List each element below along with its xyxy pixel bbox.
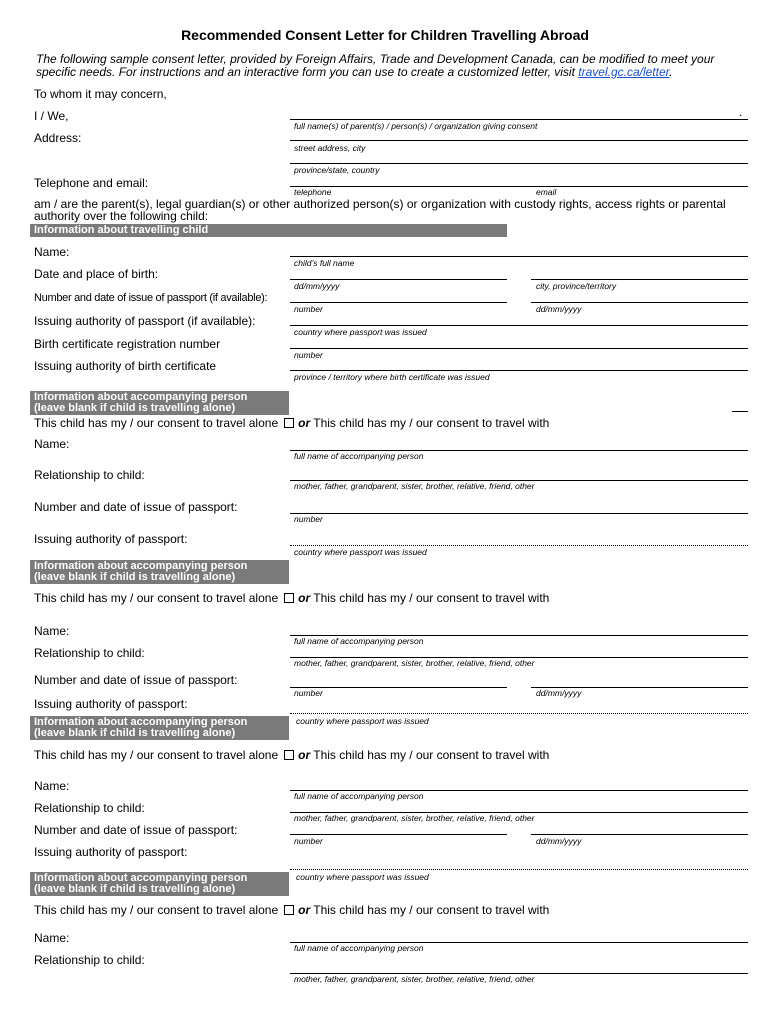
- consent-with-text: This child has my / our consent to travel with: [313, 416, 550, 430]
- parent-name-hint: full name(s) of parent(s) / person(s) / organization giving consent: [294, 121, 538, 131]
- acc3-date-hint: dd/mm/yyyy: [536, 836, 582, 846]
- accompanying-header-line2: (leave blank if child is travelling alone): [34, 402, 236, 414]
- or-text: or: [298, 748, 311, 762]
- birthplace-field[interactable]: [531, 279, 748, 280]
- acc1-relationship-hint: mother, father, grandparent, sister, brother, relative, friend, other: [294, 481, 535, 491]
- consent-alone-text: This child has my / our consent to travel alone: [34, 591, 279, 605]
- consent-row-3: [34, 748, 549, 762]
- email-hint: email: [536, 187, 557, 197]
- acc3-passport-date-field[interactable]: [531, 834, 748, 835]
- parent-name-field[interactable]: [290, 119, 748, 120]
- acc4-name-label: Name:: [34, 931, 70, 945]
- consent-row-1: [34, 416, 549, 430]
- or-text: or: [298, 903, 311, 917]
- consent-alone-text: This child has my / our consent to travel alone: [34, 903, 279, 917]
- birth-cert-hint: number: [294, 350, 323, 360]
- acc3-passport-label: Number and date of issue of passport:: [34, 823, 238, 837]
- child-passport-label: Number and date of issue of passport (if available):: [34, 292, 268, 304]
- child-issuing-label: Issuing authority of passport (if available):: [34, 314, 256, 328]
- accompanying-header-line2: (leave blank if child is travelling alone): [34, 727, 236, 739]
- child-issuing-hint: country where passport was issued: [294, 327, 427, 337]
- accompanying-header-line1: Information about accompanying person: [34, 560, 248, 572]
- dob-label: Date and place of birth:: [34, 267, 159, 281]
- decorative-rule: [732, 411, 748, 412]
- child-name-hint: child’s full name: [294, 258, 355, 268]
- accompanying-header-line2: (leave blank if child is travelling alone): [34, 883, 236, 895]
- acc1-issuing-label: Issuing authority of passport:: [34, 532, 188, 546]
- intro-end: .: [669, 65, 673, 79]
- child-name-label: Name:: [34, 245, 70, 259]
- acc3-passport-number-field[interactable]: [290, 834, 507, 835]
- acc1-passport-label: Number and date of issue of passport:: [34, 500, 238, 514]
- consent-with-text: This child has my / our consent to travel with: [313, 903, 550, 917]
- consent-row-2: [34, 591, 549, 605]
- birth-cert-label: Birth certificate registration number: [34, 337, 221, 351]
- street-field[interactable]: [290, 140, 748, 141]
- acc2-country-hint: country where passport was issued: [296, 716, 429, 726]
- child-passport-date-hint: dd/mm/yyyy: [536, 304, 582, 314]
- acc1-country-hint: country where passport was issued: [294, 547, 427, 557]
- child-name-field[interactable]: [290, 256, 748, 257]
- acc2-name-hint: full name of accompanying person: [294, 636, 424, 646]
- acc2-issuing-field[interactable]: [290, 713, 748, 714]
- custody-statement: am / are the parent(s), legal guardian(s) or other authorized person(s) or organization with custody rights, access rights or parental authority over the following child:: [34, 197, 726, 223]
- travel-alone-checkbox[interactable]: [284, 593, 294, 603]
- birth-issuing-label: Issuing authority of birth certificate: [34, 359, 217, 373]
- i-we-label: I / We,: [34, 109, 69, 123]
- birth-issuing-field[interactable]: [290, 370, 748, 371]
- accompanying-header-1: [30, 391, 289, 415]
- acc2-date-hint: dd/mm/yyyy: [536, 688, 582, 698]
- acc3-number-hint: number: [294, 836, 323, 846]
- acc2-name-label: Name:: [34, 624, 70, 638]
- child-issuing-field[interactable]: [290, 325, 748, 326]
- travel-alone-checkbox[interactable]: [284, 750, 294, 760]
- acc1-passport-field[interactable]: [290, 513, 748, 514]
- acc3-relationship-hint: mother, father, grandparent, sister, brother, relative, friend, other: [294, 813, 535, 823]
- acc3-name-label: Name:: [34, 779, 70, 793]
- birth-cert-field[interactable]: [290, 348, 748, 349]
- or-text: or: [298, 416, 311, 430]
- acc3-name-hint: full name of accompanying person: [294, 791, 424, 801]
- travel-alone-checkbox[interactable]: [284, 418, 294, 428]
- acc1-relationship-label: Relationship to child:: [34, 468, 145, 482]
- acc4-relationship-label: Relationship to child:: [34, 953, 145, 967]
- street-hint: street address, city: [294, 143, 366, 153]
- accompanying-header-4: [30, 872, 289, 896]
- acc3-issuing-label: Issuing authority of passport:: [34, 845, 188, 859]
- child-passport-date-field[interactable]: [531, 302, 748, 303]
- acc1-issuing-field[interactable]: [290, 545, 748, 546]
- travel-alone-checkbox[interactable]: [284, 905, 294, 915]
- phone-email-field[interactable]: [290, 186, 748, 187]
- acc2-number-hint: number: [294, 688, 323, 698]
- accompanying-header-3: [30, 716, 289, 740]
- acc4-relationship-hint: mother, father, grandparent, sister, brother, relative, friend, other: [294, 974, 535, 984]
- consent-with-text: This child has my / our consent to travel with: [313, 591, 550, 605]
- province-field[interactable]: [290, 163, 748, 164]
- acc3-relationship-label: Relationship to child:: [34, 801, 145, 815]
- acc1-name-label: Name:: [34, 437, 70, 451]
- intro-text: [36, 53, 746, 79]
- acc2-relationship-label: Relationship to child:: [34, 646, 145, 660]
- child-passport-number-field[interactable]: [290, 302, 507, 303]
- salutation: To whom it may concern,: [34, 87, 167, 101]
- accompanying-header-line2: (leave blank if child is travelling alone): [34, 571, 236, 583]
- consent-alone-text: This child has my / our consent to travel alone: [34, 748, 279, 762]
- address-label: Address:: [34, 131, 82, 145]
- acc4-name-hint: full name of accompanying person: [294, 943, 424, 953]
- intro-body: The following sample consent letter, provided by Foreign Affairs, Trade and Development Canada, can be modified to meet your specific needs. For instructions and an interactive form you can use to create a customized letter, visit: [36, 52, 715, 79]
- telephone-hint: telephone: [294, 187, 332, 197]
- birth-issuing-hint: province / territory where birth certificate was issued: [294, 372, 490, 382]
- acc3-country-hint: country where passport was issued: [296, 872, 429, 882]
- province-hint: province/state, country: [294, 165, 380, 175]
- phone-label: Telephone and email:: [34, 176, 149, 190]
- consent-row-4: [34, 903, 549, 917]
- letter-link[interactable]: travel.gc.ca/letter: [578, 65, 670, 79]
- period: .: [739, 105, 743, 119]
- acc1-name-hint: full name of accompanying person: [294, 451, 424, 461]
- dob-hint: dd/mm/yyyy: [294, 281, 340, 291]
- consent-alone-text: This child has my / our consent to travel alone: [34, 416, 279, 430]
- acc2-relationship-hint: mother, father, grandparent, sister, brother, relative, friend, other: [294, 658, 535, 668]
- acc1-number-hint: number: [294, 514, 323, 524]
- accompanying-header-line1: Information about accompanying person: [34, 391, 248, 403]
- dob-field[interactable]: [290, 279, 507, 280]
- accompanying-header-line1: Information about accompanying person: [34, 716, 248, 728]
- acc2-issuing-label: Issuing authority of passport:: [34, 697, 188, 711]
- birthplace-hint: city, province/territory: [536, 281, 617, 291]
- child-passport-number-hint: number: [294, 304, 323, 314]
- acc2-passport-label: Number and date of issue of passport:: [34, 673, 238, 687]
- child-section-header: Information about travelling child: [30, 224, 507, 237]
- acc3-issuing-field[interactable]: [290, 869, 748, 870]
- accompanying-header-2: [30, 560, 289, 584]
- accompanying-header-line1: Information about accompanying person: [34, 872, 248, 884]
- or-text: or: [298, 591, 311, 605]
- consent-with-text: This child has my / our consent to travel with: [313, 748, 550, 762]
- page-title: Recommended Consent Letter for Children Travelling Abroad: [181, 27, 589, 43]
